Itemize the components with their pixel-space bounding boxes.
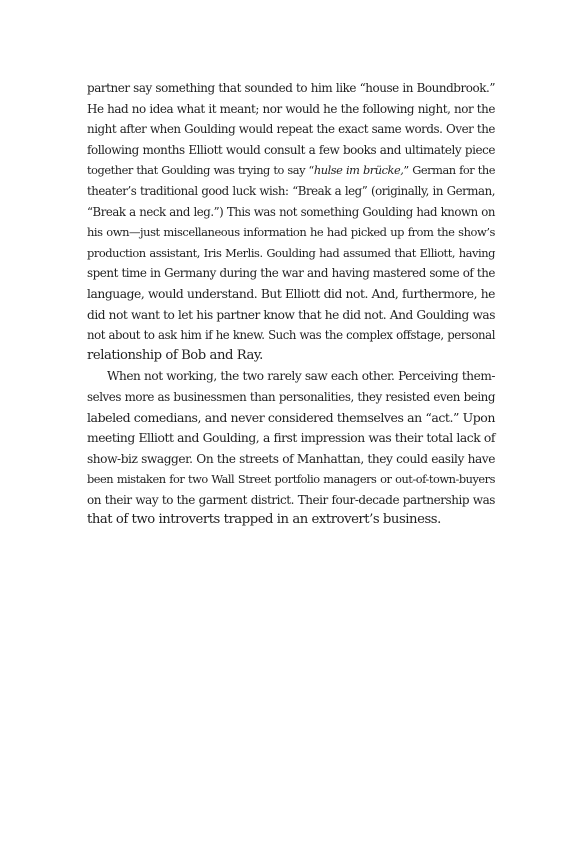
text-line: his own—just miscellaneous information he had picked up from the show’s <box>87 225 495 240</box>
text-line: not about to ask him if he knew. Such was the complex offstage, personal <box>87 328 495 343</box>
text-line: together that Goulding was trying to say “hulse im brücke,” German for the <box>87 163 496 178</box>
paragraph-1 <box>87 78 495 366</box>
body-text <box>87 78 495 531</box>
text-line: “Break a neck and leg.”) This was not something Goulding had known on <box>87 204 495 219</box>
german-phrase: hulse im brücke, <box>313 163 404 178</box>
text-line: show-biz swagger. On the streets of Manhattan, they could easily have <box>87 451 495 466</box>
text-line: meeting Elliott and Goulding, a first impression was their total lack of <box>87 431 495 446</box>
text-line: did not want to let his partner know that he did not. And Goulding was <box>87 307 495 322</box>
paragraph-2 <box>87 366 495 531</box>
text-line: partner say something that sounded to him like “house in Boundbrook.” <box>87 81 495 95</box>
text-line: following months Elliott would consult a few books and ultimately piece <box>87 142 495 157</box>
text-line: spent time in Germany during the war and having mastered some of the <box>87 266 495 281</box>
text-line: relationship of Bob and Ray. <box>87 347 263 363</box>
text-line: production assistant, Iris Merlis. Goulding had assumed that Elliott, having <box>87 245 495 260</box>
text-line: selves more as businessmen than personalities, they resisted even being <box>87 389 495 404</box>
text-line: theater’s traditional good luck wish: “Break a leg” (originally, in German, <box>87 183 495 198</box>
text-line: He had no idea what it meant; nor would he the following night, nor the <box>87 101 495 116</box>
text-line: labeled comedians, and never considered themselves an “act.” Upon <box>87 409 495 425</box>
text-line: been mistaken for two Wall Street portfolio managers or out-of-town-buyers <box>87 472 495 487</box>
text-line: on their way to the garment district. Their four-decade partnership was <box>87 492 495 507</box>
text-line: language, would understand. But Elliott did not. And, furthermore, he <box>87 286 495 301</box>
text-line: that of two introverts trapped in an extrovert’s business. <box>87 512 441 528</box>
text-line: night after when Goulding would repeat the exact same words. Over the <box>87 122 495 137</box>
text-line: When not working, the two rarely saw each other. Perceiving them- <box>107 369 495 384</box>
